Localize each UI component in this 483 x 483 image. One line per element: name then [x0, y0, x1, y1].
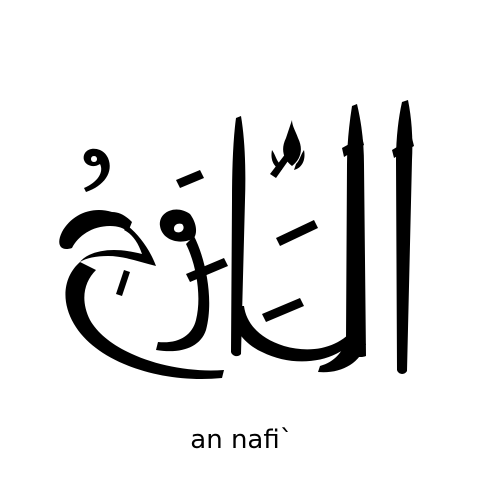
ayn-joint	[80, 226, 156, 266]
fa-dot	[176, 170, 204, 188]
fa-head	[160, 210, 196, 242]
lower-diacritic	[116, 270, 130, 296]
decorative-fleur	[283, 120, 301, 166]
damma-mark	[84, 149, 110, 192]
ayn-head	[59, 210, 132, 249]
transliteration-caption: an nafi`	[190, 425, 293, 455]
fa-bowl	[156, 236, 209, 351]
nun-dot	[262, 298, 304, 322]
decorative-fleur-left-tail	[271, 150, 282, 170]
diacritic-stroke-2	[276, 220, 318, 246]
